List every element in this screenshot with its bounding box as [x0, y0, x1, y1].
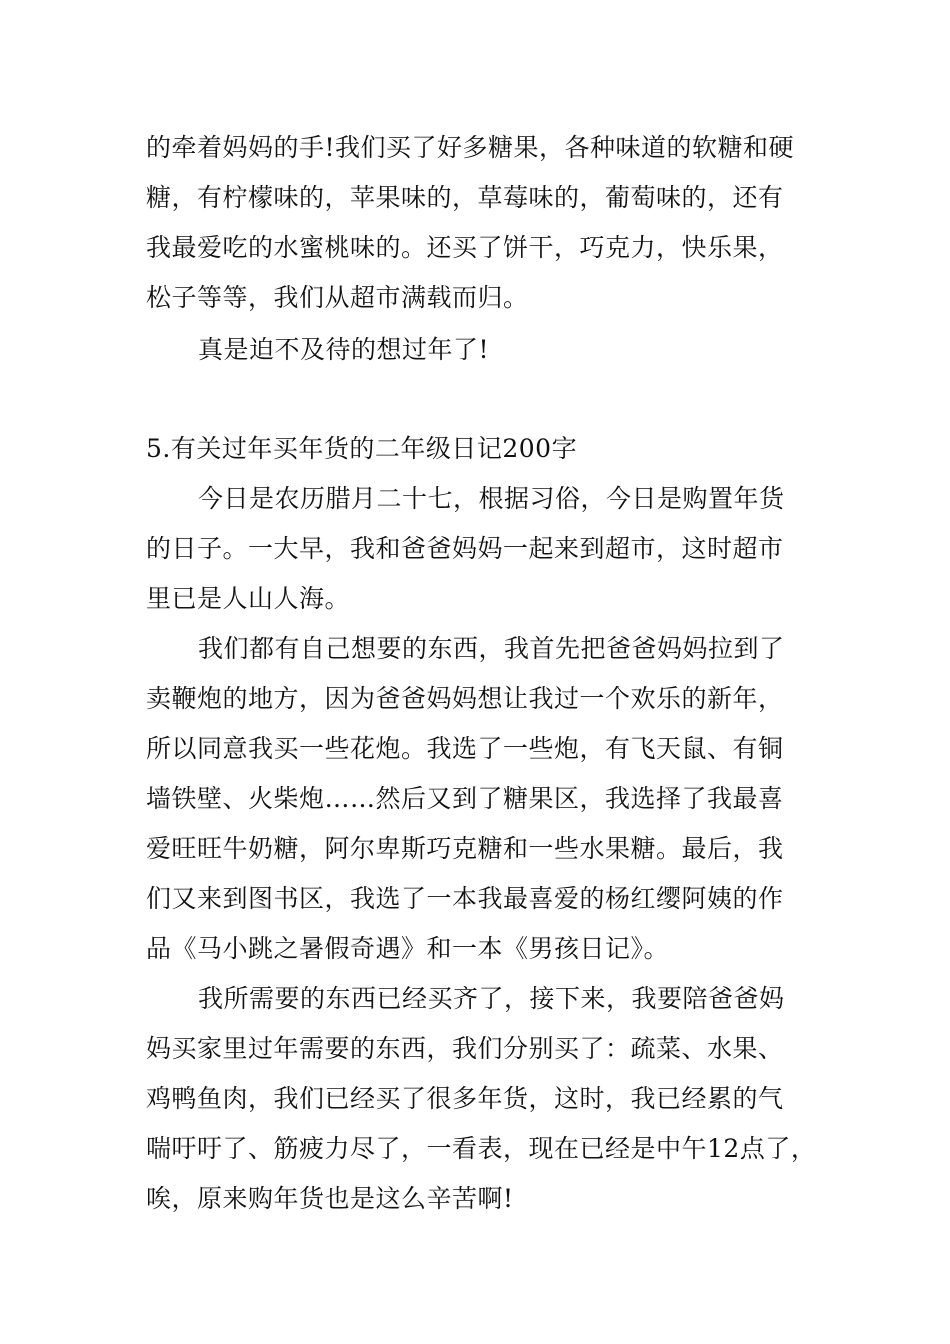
section-heading: 5.有关过年买年货的二年级日记200字 [146, 434, 578, 463]
text-line: 松子等等，我们从超市满载而归。 [146, 283, 529, 312]
text-line: 今日是农历腊月二十七，根据习俗，今日是购置年货 [198, 484, 785, 513]
text-line: 卖鞭炮的地方，因为爸爸妈妈想让我过一个欢乐的新年， [146, 684, 784, 713]
text-line: 的日子。一大早，我和爸爸妈妈一起来到超市，这时超市 [146, 534, 784, 563]
text-line: 们又来到图书区，我选了一本我最喜爱的杨红缨阿姨的作 [146, 884, 784, 913]
text-line: 真是迫不及待的想过年了! [198, 335, 490, 364]
text-line: 墙铁壁、火柴炮……然后又到了糖果区，我选择了我最喜 [146, 784, 784, 813]
text-line: 喘吁吁了、筋疲力尽了，一看表，现在已经是中午12点了， [146, 1134, 817, 1163]
text-line: 所以同意我买一些花炮。我选了一些炮，有飞天鼠、有铜 [146, 734, 784, 763]
text-line: 里已是人山人海。 [146, 584, 351, 613]
text-line: 鸡鸭鱼肉，我们已经买了很多年货，这时，我已经累的气 [146, 1084, 784, 1113]
text-line: 我所需要的东西已经买齐了，接下来，我要陪爸爸妈 [198, 984, 785, 1013]
text-line: 妈买家里过年需要的东西，我们分别买了：疏菜、水果、 [146, 1034, 784, 1063]
text-line: 的牵着妈妈的手!我们买了好多糖果，各种味道的软糖和硬 [146, 133, 795, 162]
text-line: 唉，原来购年货也是这么辛苦啊! [146, 1184, 514, 1213]
text-line: 品《马小跳之暑假奇遇》和一本《男孩日记》。 [146, 934, 670, 963]
text-line: 糖，有柠檬味的，苹果味的，草莓味的，葡萄味的，还有 [146, 183, 784, 212]
text-line: 我们都有自己想要的东西，我首先把爸爸妈妈拉到了 [198, 634, 785, 663]
text-line: 爱旺旺牛奶糖，阿尔卑斯巧克糖和一些水果糖。最后，我 [146, 834, 784, 863]
text-line: 我最爱吃的水蜜桃味的。还买了饼干，巧克力，快乐果， [146, 233, 784, 262]
